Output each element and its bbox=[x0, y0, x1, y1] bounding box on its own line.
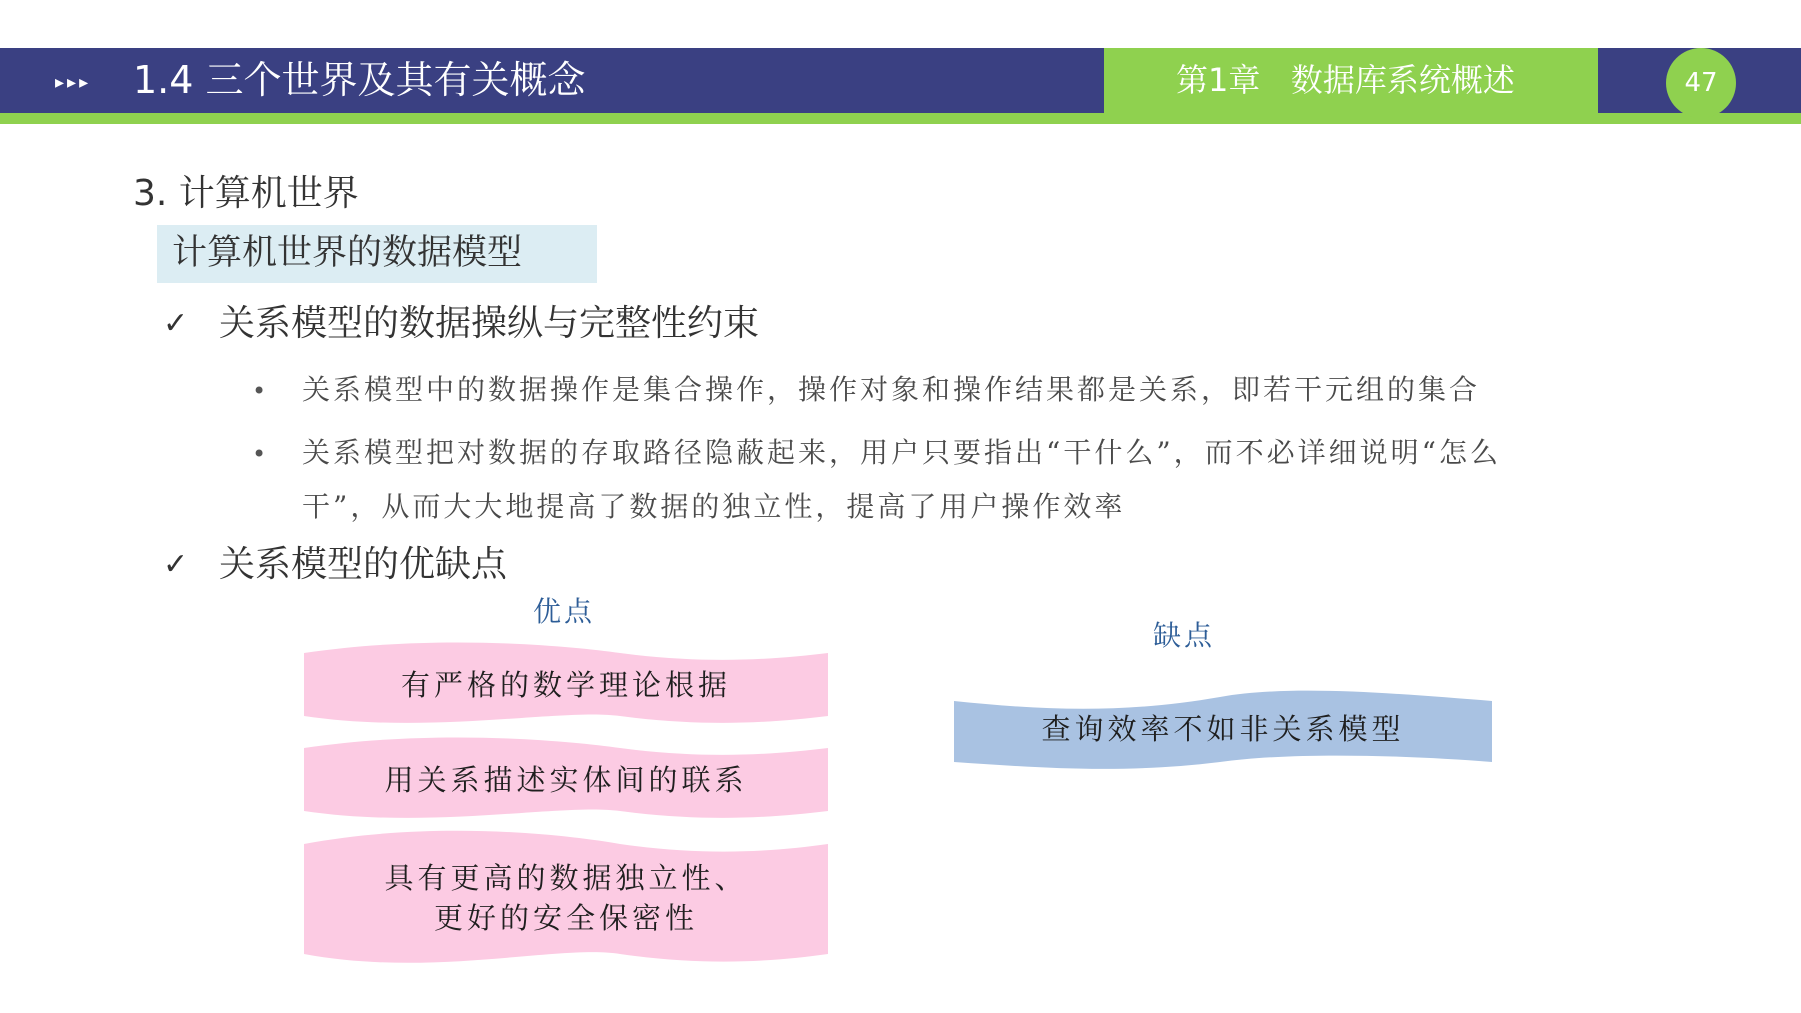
chapter-label: 第1章 数据库系统概述 bbox=[1176, 61, 1515, 99]
pros-item-continuation: 更好的安全保密性 bbox=[433, 901, 698, 935]
bullet-text: 关系模型中的数据操作是集合操作，操作对象和操作结果都是关系，即若干元组的集合 bbox=[302, 373, 1481, 406]
cons-item: 查询效率不如非关系模型 bbox=[1041, 712, 1405, 746]
bullet-text: 关系模型把对数据的存取路径隐蔽起来，用户只要指出“干什么”，而不必详细说明“怎么 bbox=[302, 436, 1501, 469]
checkmark-icon: ✓ bbox=[163, 547, 189, 582]
slide-title: 1.4 三个世界及其有关概念 bbox=[133, 58, 586, 102]
section-heading: 3. 计算机世界 bbox=[133, 173, 359, 214]
triple-arrow-icon: ▸▸▸ bbox=[55, 72, 92, 93]
point-heading-pros-cons: 关系模型的优缺点 bbox=[219, 544, 508, 585]
pros-item: 有严格的数学理论根据 bbox=[400, 668, 731, 702]
pros-item: 用关系描述实体间的联系 bbox=[384, 763, 748, 797]
pros-item: 具有更高的数据独立性、 bbox=[384, 861, 748, 895]
checkmark-icon: ✓ bbox=[163, 306, 189, 341]
pros-label: 优点 bbox=[533, 595, 596, 628]
header-accent-line bbox=[0, 113, 1801, 124]
bullet-dot-icon: • bbox=[252, 440, 267, 468]
page-number: 47 bbox=[1684, 68, 1718, 98]
bullet-dot-icon: • bbox=[252, 377, 267, 405]
subtitle: 计算机世界的数据模型 bbox=[172, 233, 523, 273]
cons-label: 缺点 bbox=[1153, 619, 1216, 652]
point-heading-operations: 关系模型的数据操纵与完整性约束 bbox=[219, 303, 760, 344]
bullet-text-continuation: 干”，从而大大地提高了数据的独立性，提高了用户操作效率 bbox=[302, 490, 1126, 523]
